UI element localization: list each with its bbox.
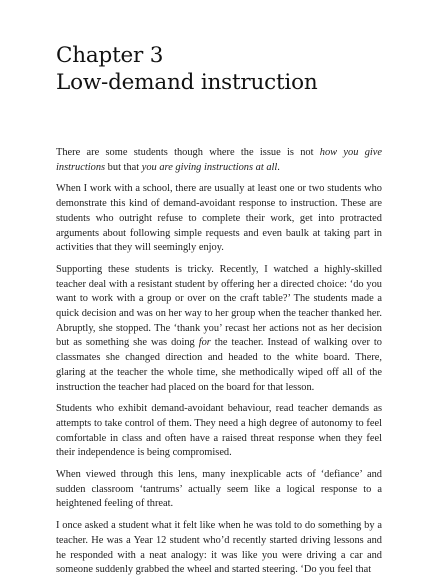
chapter-title: Low-demand instruction [56,70,318,95]
paragraph-1 [56,146,382,175]
paragraph-3 [56,263,382,395]
chapter-number: Chapter 3 [56,43,164,68]
text-run: but that [105,161,142,173]
emphasis-run: you are giving instructions at all [141,161,278,173]
chapter-heading [56,0,382,96]
text-run: When viewed through this lens, many inexplicable acts of ‘defiance’ and sudden classroom ‘tantrums’ actually seem like a logical response to a heightened feeling of threat. [56,469,382,510]
text-run: There are some students though where the issue is not [56,147,320,158]
emphasis-run: how you give instructions [56,147,382,173]
text-run: Students who exhibit demand-avoidant behaviour, read teacher demands as attempts to take control of them. They need a high degree of autonomy to feel comfortable in class and often have a raised threat response when they feel their independence is being compromised. [56,403,382,459]
text-run: When I work with a school, there are usually at least one or two students who demonstrate this kind of demand-avoidant response to instruction. These are students who outright refuse to complete their work, get into protracted arguments about following simple requests and even baulk at taking part in activities that they will seemingly enjoy. [56,183,382,254]
text-run: the teacher. Instead of walking over to classmates she changed direction and headed to the white board. There, glaring at the teacher the whole time, she methodically wiped off all of the instruction the teacher had placed on the board for that lesson. [56,337,382,393]
emphasis-run: for [198,337,211,349]
text-run: . [277,161,280,173]
paragraph-6 [56,519,382,578]
text-run: I once asked a student what it felt like when he was told to do something by a teacher. He was a Year 12 student who’d recently started driving lessons and he responded with a neat analogy: it was like you were driving a car and someone suddenly grabbed the wheel and started steering. ‘Do you feel that [56,520,382,576]
chapter-body [56,146,382,578]
paragraph-5 [56,468,382,512]
text-run: Supporting these students is tricky. Recently, I watched a highly-skilled teacher deal with a resistant student by offering her a directed choice: ‘do you want to work with a group or over on the craft table?’ The students made a quick decision and was on her way to her group when the teacher thanked her. Abruptly, she stopped. The ‘thank you’ recast her actions not as her decision but as something she was doing [56,263,382,349]
paragraph-2 [56,182,382,256]
paragraph-4 [56,402,382,461]
